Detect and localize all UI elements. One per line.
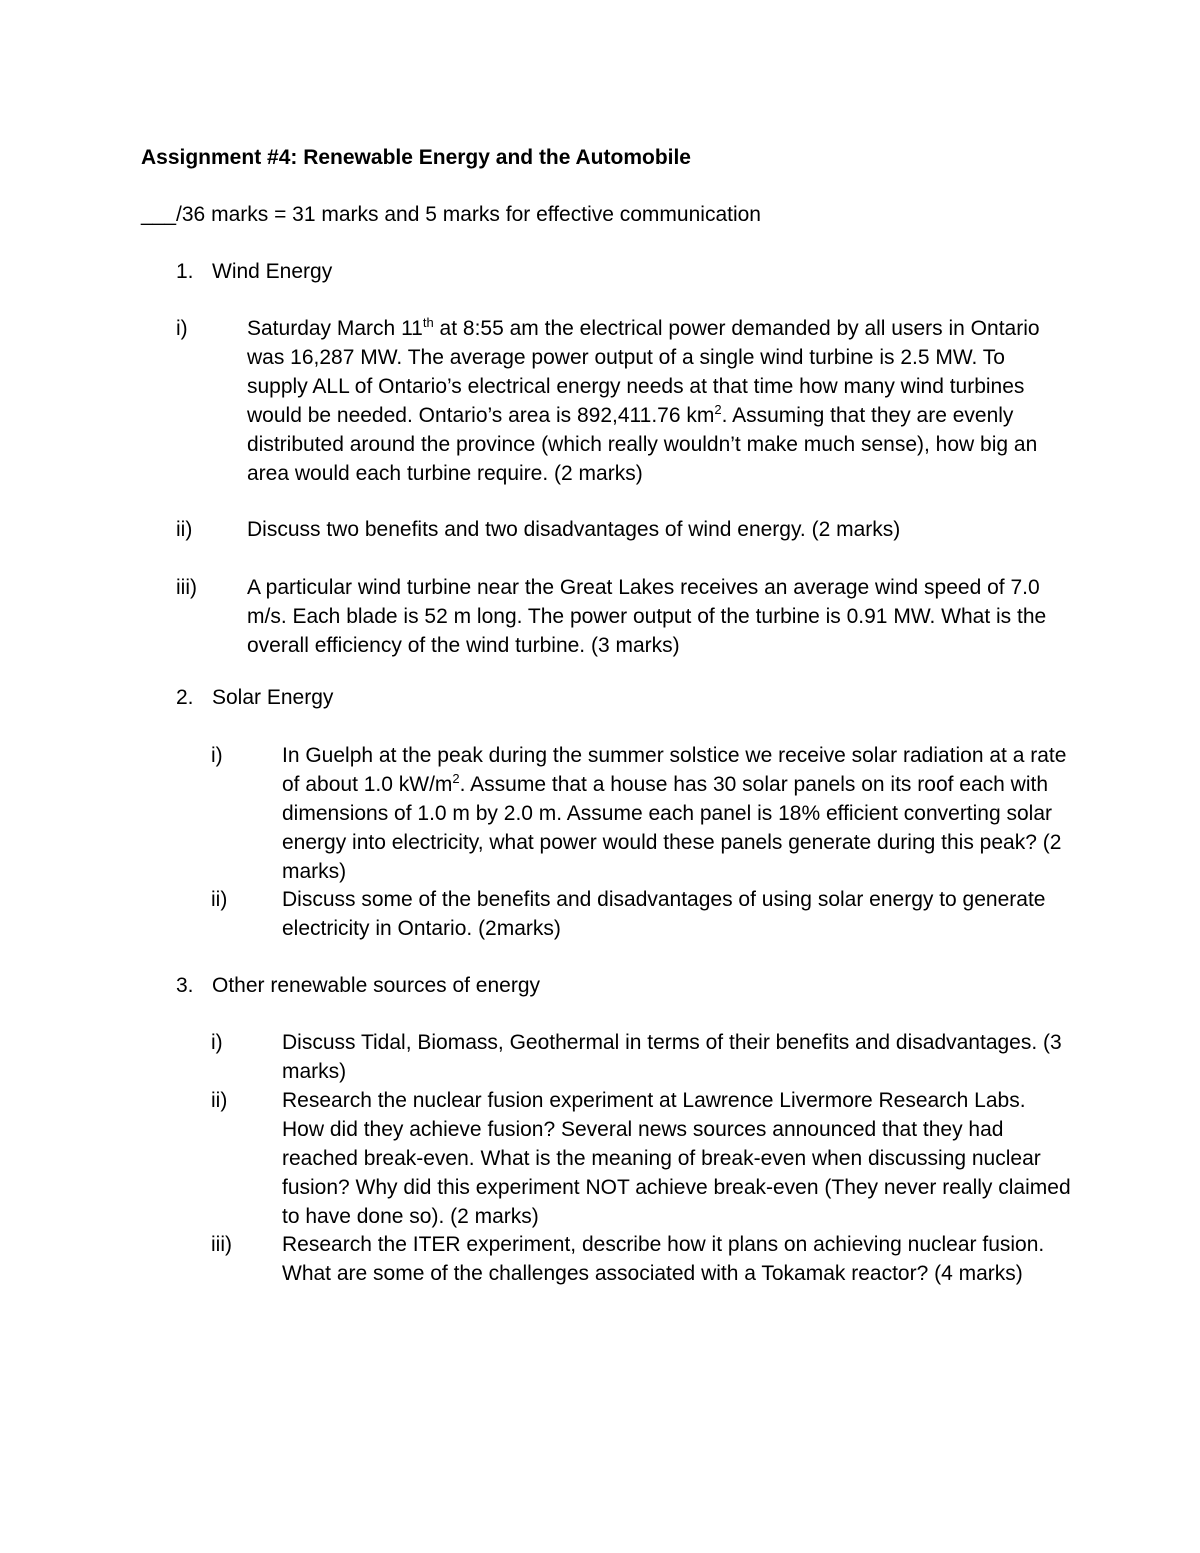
question-text: Discuss two benefits and two disadvantages of wind energy. (2 marks): [247, 518, 901, 541]
question-text: [247, 314, 1067, 488]
section-number: 1.: [176, 260, 194, 283]
question-text: Research the ITER experiment, describe how it plans on achieving nuclear fusion. What are some of the challenges associated with a Tokamak reactor? (4 marks): [282, 1233, 1045, 1285]
question-label: ii): [211, 1089, 228, 1112]
question-text-part: Saturday March 11: [247, 317, 423, 340]
section-number: 2.: [176, 686, 194, 709]
section-heading: Wind Energy: [212, 260, 333, 283]
question-text: Research the nuclear fusion experiment at Lawrence Livermore Research Labs. How did they achieve fusion? Several news sources announced that they had reached break-even. What is the meaning of break-even when discussing nuclear fusion? Why did this experiment NOT achieve break-even (They never really claimed to have done so). (2 marks): [282, 1089, 1071, 1228]
question-label: i): [176, 317, 188, 340]
question-label: iii): [211, 1233, 232, 1256]
question-text-part: at 8:55 am the electrical power demanded by all users in Ontario was 16,287 MW. The average power output of a single wind turbine is 2.5 MW. To supply ALL of Ontario’s electrical energy needs at that time how many wind turbines would be needed. Ontario’s area is 892,411.76 km: [247, 317, 1040, 427]
question-text: Discuss some of the benefits and disadvantages of using solar energy to generate electricity in Ontario. (2marks): [282, 888, 1046, 940]
question-label: i): [211, 744, 223, 767]
marks-blank: ___: [141, 203, 177, 226]
question-text-part: . Assuming that they are evenly distributed around the province (which really wouldn’t make much sense), how big an area would each turbine require. (2 marks): [247, 404, 1038, 485]
section-heading: Solar Energy: [212, 686, 334, 709]
marks-summary: /36 marks = 31 marks and 5 marks for effective communication: [176, 203, 761, 226]
question-text-part: In Guelph at the peak during the summer solstice we receive solar radiation at a rate of about 1.0 kW/m: [282, 744, 1067, 796]
superscript: 2: [714, 402, 722, 417]
question-label: iii): [176, 576, 197, 599]
question-text: A particular wind turbine near the Great Lakes receives an average wind speed of 7.0 m/s. Each blade is 52 m long. The power output of the turbine is 0.91 MW. What is the overall efficiency of the wind turbine. (3 marks): [247, 576, 1047, 657]
question-label: ii): [211, 888, 228, 911]
question-text: [282, 741, 1072, 886]
section-heading: Other renewable sources of energy: [212, 974, 541, 997]
question-label: ii): [176, 518, 193, 541]
question-text: Discuss Tidal, Biomass, Geothermal in terms of their benefits and disadvantages. (3 marks): [282, 1031, 1062, 1083]
assignment-title: Assignment #4: Renewable Energy and the Automobile: [141, 146, 691, 169]
superscript: th: [422, 315, 434, 330]
superscript: 2: [452, 771, 460, 786]
question-label: i): [211, 1031, 223, 1054]
section-number: 3.: [176, 974, 194, 997]
marks-summary-line: [141, 200, 761, 229]
question-text-part: . Assume that a house has 30 solar panels on its roof each with dimensions of 1.0 m by 2.0 m. Assume each panel is 18% efficient converting solar energy into electricity, what power would these panels generate during this peak? (2 marks): [282, 773, 1062, 883]
